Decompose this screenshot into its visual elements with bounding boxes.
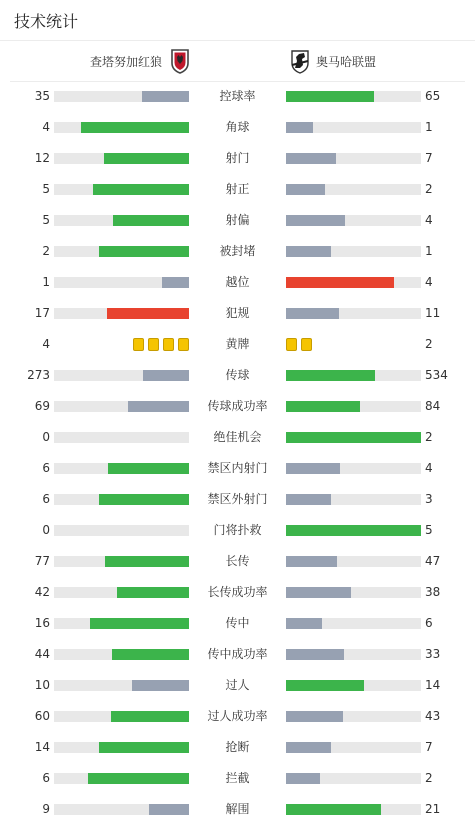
away-stat-value: 33 [425, 647, 441, 661]
home-stat-bar [162, 277, 189, 288]
stat-label: 绝佳机会 [213, 430, 262, 444]
home-stat-value: 6 [42, 771, 50, 785]
stat-row [0, 236, 475, 267]
stat-row [0, 577, 475, 608]
home-stat-bar [149, 804, 190, 815]
home-stat-value: 60 [34, 709, 50, 723]
stat-row [0, 267, 475, 298]
stat-label: 过人 [225, 678, 250, 692]
stat-row [0, 174, 475, 205]
stat-label: 禁区内射门 [207, 461, 268, 475]
stat-row [0, 329, 475, 360]
away-stat-value: 43 [425, 709, 441, 723]
page-title: 技术统计 [14, 11, 79, 31]
away-stat-value: 14 [425, 678, 441, 692]
away-stat-bar-track [286, 184, 421, 195]
home-team[interactable] [90, 41, 190, 81]
home-yellow-cards [133, 338, 189, 351]
stats-header [0, 0, 475, 41]
home-stat-bar-track [54, 525, 189, 536]
away-stat-bar [286, 742, 331, 753]
away-stat-bar [286, 649, 344, 660]
stat-row [0, 143, 475, 174]
away-stat-bar-track [286, 742, 421, 753]
away-stat-value: 2 [425, 337, 433, 351]
away-stat-bar [286, 215, 345, 226]
home-stat-bar [81, 122, 189, 133]
home-stat-value: 6 [42, 461, 50, 475]
stats-list [0, 81, 475, 825]
stat-label: 长传 [225, 554, 250, 568]
away-stat-bar-track [286, 463, 421, 474]
home-stat-value: 44 [34, 647, 50, 661]
stat-label: 越位 [225, 275, 250, 289]
stat-row [0, 515, 475, 546]
away-stat-value: 2 [425, 771, 433, 785]
away-stat-bar [286, 184, 325, 195]
away-stat-bar [286, 680, 364, 691]
home-stat-bar [99, 742, 189, 753]
away-stat-bar-track [286, 556, 421, 567]
away-stat-bar [286, 773, 320, 784]
away-stat-value: 2 [425, 182, 433, 196]
stat-label: 射正 [225, 182, 250, 196]
away-stat-bar-track [286, 680, 421, 691]
away-stat-bar [286, 556, 337, 567]
away-stat-value: 534 [425, 368, 448, 382]
home-stat-value: 273 [27, 368, 50, 382]
stat-label: 过人成功率 [207, 709, 268, 723]
stat-label: 传球 [225, 368, 250, 382]
home-stat-bar [143, 370, 189, 381]
away-stat-bar-track [286, 804, 421, 815]
away-stat-bar [286, 401, 360, 412]
home-stat-bar-track [54, 773, 189, 784]
stat-row [0, 453, 475, 484]
stat-label: 禁区外射门 [207, 492, 268, 506]
away-stat-value: 38 [425, 585, 441, 599]
home-stat-bar-track [54, 277, 189, 288]
home-stat-bar-track [54, 308, 189, 319]
home-stat-value: 6 [42, 492, 50, 506]
away-team[interactable] [290, 41, 376, 81]
away-stat-bar-track [286, 401, 421, 412]
away-stat-bar-track [286, 525, 421, 536]
away-stat-bar-track [286, 215, 421, 226]
away-stat-value: 4 [425, 275, 433, 289]
red-wolf-crest-icon [170, 48, 190, 74]
home-stat-value: 77 [34, 554, 50, 568]
home-stat-bar [93, 184, 189, 195]
away-stat-bar-track [286, 153, 421, 164]
home-stat-value: 42 [34, 585, 50, 599]
home-stat-bar [90, 618, 189, 629]
home-stat-bar-track [54, 649, 189, 660]
away-stat-bar [286, 494, 331, 505]
home-stat-bar-track [54, 91, 189, 102]
home-stat-bar [88, 773, 189, 784]
away-stat-value: 6 [425, 616, 433, 630]
stat-row [0, 701, 475, 732]
home-team-name: 查塔努加红狼 [90, 54, 163, 69]
stat-row [0, 670, 475, 701]
away-stat-value: 11 [425, 306, 441, 320]
stat-row [0, 360, 475, 391]
home-stat-bar-track [54, 432, 189, 443]
stat-label: 黄牌 [225, 337, 250, 351]
home-stat-bar-track [54, 153, 189, 164]
yellow-card-icon [148, 338, 159, 351]
home-stat-value: 12 [34, 151, 50, 165]
stat-label: 解围 [225, 802, 250, 816]
home-stat-bar [107, 308, 189, 319]
stat-label: 被封堵 [219, 244, 256, 258]
stat-row [0, 298, 475, 329]
away-stat-value: 1 [425, 244, 433, 258]
stat-row [0, 639, 475, 670]
home-stat-value: 5 [42, 182, 50, 196]
away-stat-value: 21 [425, 802, 441, 816]
home-stat-bar [117, 587, 189, 598]
away-stat-value: 4 [425, 461, 433, 475]
home-stat-value: 16 [34, 616, 50, 630]
stat-row [0, 391, 475, 422]
home-stat-bar [104, 153, 189, 164]
stat-row [0, 763, 475, 794]
home-stat-bar [142, 91, 189, 102]
home-stat-bar [128, 401, 189, 412]
away-stat-bar [286, 277, 394, 288]
stat-row [0, 546, 475, 577]
away-stat-bar [286, 804, 381, 815]
away-stat-bar [286, 525, 421, 536]
home-stat-bar-track [54, 401, 189, 412]
home-stat-bar-track [54, 463, 189, 474]
away-stat-bar [286, 153, 336, 164]
away-stat-bar-track [286, 432, 421, 443]
away-stat-value: 7 [425, 740, 433, 754]
stat-label: 传中 [225, 616, 250, 630]
stat-label: 传中成功率 [207, 647, 268, 661]
stat-row [0, 81, 475, 112]
home-stat-value: 0 [42, 523, 50, 537]
away-stat-bar [286, 308, 339, 319]
stat-row [0, 205, 475, 236]
home-stat-value: 14 [34, 740, 50, 754]
away-stat-bar [286, 587, 351, 598]
away-stat-bar [286, 370, 375, 381]
stat-label: 拦截 [225, 771, 250, 785]
yellow-card-icon [301, 338, 312, 351]
stat-label: 犯规 [225, 306, 250, 320]
black-horse-crest-icon [290, 48, 310, 74]
home-stat-value: 4 [42, 120, 50, 134]
home-stat-bar [99, 494, 189, 505]
stat-row [0, 422, 475, 453]
away-stat-bar-track [286, 246, 421, 257]
home-stat-value: 69 [34, 399, 50, 413]
stat-label: 传球成功率 [207, 399, 268, 413]
stat-label: 抢断 [225, 740, 250, 754]
home-stat-bar-track [54, 711, 189, 722]
home-stat-bar-track [54, 494, 189, 505]
home-stat-value: 4 [42, 337, 50, 351]
away-stat-bar-track [286, 494, 421, 505]
away-stat-bar [286, 246, 331, 257]
away-stat-bar-track [286, 122, 421, 133]
away-stat-bar-track [286, 711, 421, 722]
home-stat-bar [105, 556, 189, 567]
home-stat-value: 2 [42, 244, 50, 258]
away-stat-bar [286, 618, 322, 629]
away-stat-bar-track [286, 308, 421, 319]
away-stat-bar-track [286, 773, 421, 784]
away-stat-bar-track [286, 649, 421, 660]
home-stat-value: 9 [42, 802, 50, 816]
teams-bar [10, 41, 465, 82]
away-stat-value: 2 [425, 430, 433, 444]
stat-row [0, 794, 475, 825]
away-yellow-cards [286, 338, 312, 351]
away-stat-bar [286, 91, 374, 102]
stat-row [0, 484, 475, 515]
away-stat-bar-track [286, 370, 421, 381]
home-stat-bar [132, 680, 189, 691]
away-stat-value: 3 [425, 492, 433, 506]
away-stat-bar-track [286, 91, 421, 102]
yellow-card-icon [133, 338, 144, 351]
home-stat-bar-track [54, 804, 189, 815]
stat-label: 门将扑救 [213, 523, 262, 537]
home-stat-bar [99, 246, 189, 257]
yellow-card-icon [163, 338, 174, 351]
stat-label: 长传成功率 [207, 585, 268, 599]
away-stat-bar [286, 711, 343, 722]
home-stat-value: 17 [34, 306, 50, 320]
home-stat-bar-track [54, 246, 189, 257]
home-stat-bar [113, 215, 189, 226]
stat-row [0, 112, 475, 143]
stat-label: 角球 [225, 120, 250, 134]
home-stat-value: 5 [42, 213, 50, 227]
away-stat-bar [286, 432, 421, 443]
stat-label: 射偏 [225, 213, 250, 227]
home-stat-bar [111, 711, 189, 722]
home-stat-value: 0 [42, 430, 50, 444]
home-stat-bar-track [54, 587, 189, 598]
home-stat-bar-track [54, 370, 189, 381]
away-stat-bar-track [286, 587, 421, 598]
away-stat-value: 4 [425, 213, 433, 227]
away-stat-value: 47 [425, 554, 441, 568]
home-stat-bar-track [54, 618, 189, 629]
home-stat-bar-track [54, 184, 189, 195]
home-stat-bar-track [54, 680, 189, 691]
home-stat-bar-track [54, 556, 189, 567]
away-team-name: 奥马哈联盟 [316, 54, 377, 69]
home-stat-bar [112, 649, 189, 660]
stat-row [0, 608, 475, 639]
away-stat-value: 5 [425, 523, 433, 537]
home-stat-bar-track [54, 122, 189, 133]
home-stat-bar-track [54, 742, 189, 753]
away-stat-value: 7 [425, 151, 433, 165]
away-stat-bar-track [286, 277, 421, 288]
home-stat-value: 1 [42, 275, 50, 289]
home-stat-bar-track [54, 215, 189, 226]
stat-row [0, 732, 475, 763]
home-stat-bar [108, 463, 189, 474]
home-stat-value: 10 [34, 678, 50, 692]
away-stat-bar [286, 122, 313, 133]
stat-label: 控球率 [219, 89, 256, 103]
stat-label: 射门 [225, 151, 250, 165]
away-stat-bar [286, 463, 340, 474]
home-stat-value: 35 [34, 89, 50, 103]
yellow-card-icon [286, 338, 297, 351]
away-stat-bar-track [286, 618, 421, 629]
away-stat-value: 1 [425, 120, 433, 134]
away-stat-value: 84 [425, 399, 441, 413]
away-stat-value: 65 [425, 89, 441, 103]
yellow-card-icon [178, 338, 189, 351]
